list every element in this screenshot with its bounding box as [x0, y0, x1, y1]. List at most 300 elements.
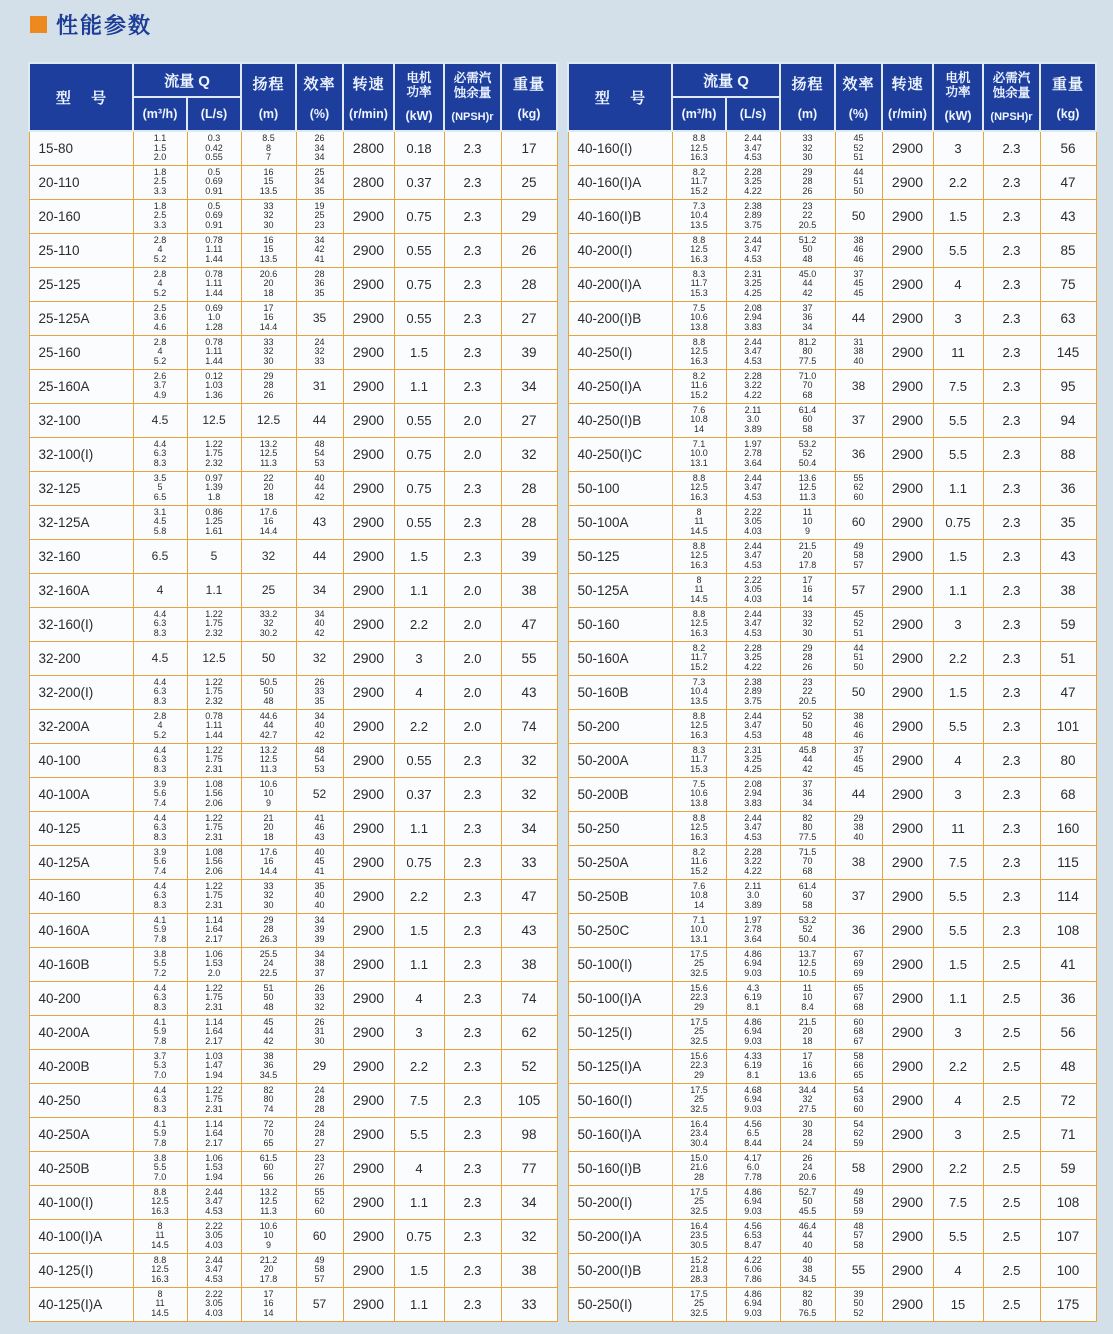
npsh-cell: 2.3 — [983, 335, 1040, 369]
efficiency-cell — [835, 777, 882, 811]
cell-value: 3.22 — [744, 856, 762, 867]
cell-value: 7.78 — [744, 1171, 762, 1182]
flow-m3h-cell — [133, 777, 187, 811]
flow-ls-cell — [726, 607, 780, 641]
table-row — [29, 1185, 557, 1219]
head-cell — [780, 845, 835, 879]
col-header-head: 扬程 (m) — [780, 63, 835, 131]
cell-value: 4.53 — [744, 729, 762, 740]
cell-value: 51 — [263, 982, 274, 993]
cell-value: 2.06 — [205, 797, 223, 808]
model-cell: 50-250A — [568, 845, 672, 879]
table-row — [568, 437, 1096, 471]
cell-value: 44 — [802, 754, 813, 765]
table-row — [29, 811, 557, 845]
power-cell: 5.5 — [394, 1117, 444, 1151]
cell-value: 0.78 — [205, 336, 223, 347]
cell-value: 45 — [263, 1016, 274, 1027]
efficiency-cell — [296, 845, 343, 879]
weight-cell: 75 — [1040, 267, 1096, 301]
cell-value: 46 — [853, 720, 864, 731]
cell-value: 7.5 — [692, 302, 706, 313]
cell-value: 1.08 — [205, 778, 223, 789]
cell-value: 4 — [157, 244, 163, 255]
head-cell — [241, 1049, 296, 1083]
cell-value: 46 — [314, 822, 325, 833]
model-cell: 40-250 — [29, 1083, 133, 1117]
cell-value: 29 — [263, 914, 274, 925]
flow-ls-cell — [187, 913, 241, 947]
cell-value: 3.47 — [744, 482, 762, 493]
head-cell — [780, 1219, 835, 1253]
power-cell: 7.5 — [933, 845, 983, 879]
table-row — [568, 1151, 1096, 1185]
model-cell: 40-125A — [29, 845, 133, 879]
weight-cell: 74 — [501, 981, 557, 1015]
flow-m3h-cell — [672, 403, 726, 437]
cell-value: 2.06 — [205, 865, 223, 876]
power-cell: 1.1 — [394, 1185, 444, 1219]
flow-m3h-cell — [133, 369, 187, 403]
table-row — [29, 913, 557, 947]
cell-value: 7.3 — [692, 200, 706, 211]
npsh-cell: 2.3 — [983, 573, 1040, 607]
flow-m3h-cell — [672, 1151, 726, 1185]
cell-value: 1.75 — [205, 992, 223, 1003]
cell-value: 1.03 — [205, 1050, 223, 1061]
table-row — [568, 471, 1096, 505]
table-row — [29, 573, 557, 607]
cell-value: 37 — [802, 778, 813, 789]
cell-value: 3.47 — [744, 618, 762, 629]
col-header-npsh: 必需汽 蚀余量 (NPSH)r — [983, 63, 1040, 131]
cell-value: 6.94 — [744, 1094, 762, 1105]
flow-m3h-cell — [672, 675, 726, 709]
weight-cell: 48 — [1040, 1049, 1096, 1083]
speed-cell: 2900 — [343, 573, 394, 607]
model-cell: 50-160 — [568, 607, 672, 641]
speed-cell: 2900 — [882, 1219, 933, 1253]
flow-m3h-cell — [133, 845, 187, 879]
model-cell: 50-200 — [568, 709, 672, 743]
table-row — [568, 267, 1096, 301]
flow-ls-cell — [726, 1049, 780, 1083]
cell-value: 8.3 — [153, 831, 167, 842]
cell-value: 32 — [263, 890, 274, 901]
power-cell: 0.18 — [394, 131, 444, 165]
power-cell: 1.5 — [933, 199, 983, 233]
efficiency-cell — [835, 539, 882, 573]
flow-m3h-cell — [133, 233, 187, 267]
cell-value: 25 — [693, 1298, 704, 1309]
cell-value: 12.5 — [690, 618, 708, 629]
cell-value: 44 — [853, 642, 864, 653]
cell-value: 3.05 — [205, 1230, 223, 1241]
flow-m3h-cell — [133, 811, 187, 845]
cell-value: 8 — [696, 506, 702, 517]
speed-cell: 2900 — [882, 335, 933, 369]
power-cell: 1.1 — [394, 811, 444, 845]
cell-value: 44 — [314, 482, 325, 493]
model-cell: 32-160(I) — [29, 607, 133, 641]
table-row — [29, 1219, 557, 1253]
flow-m3h-cell — [133, 1083, 187, 1117]
table-row — [568, 539, 1096, 573]
cell-value: 37 — [851, 889, 866, 903]
cell-value: 16.3 — [690, 831, 708, 842]
cell-value: 1.53 — [205, 958, 223, 969]
flow-ls-cell — [726, 641, 780, 675]
npsh-cell: 2.0 — [444, 675, 501, 709]
cell-value: 4.9 — [153, 389, 167, 400]
cell-value: 4.5 — [153, 516, 167, 527]
cell-value: 58 — [853, 550, 864, 561]
flow-ls-cell — [187, 641, 241, 675]
cell-value: 26 — [802, 185, 813, 196]
speed-cell: 2900 — [882, 879, 933, 913]
cell-value: 8.8 — [692, 608, 706, 619]
model-cell: 15-80 — [29, 131, 133, 165]
cell-value: 11.7 — [690, 754, 708, 765]
cell-value: 1.8 — [153, 166, 167, 177]
head-cell — [780, 641, 835, 675]
cell-value: 1.94 — [205, 1171, 223, 1182]
cell-value: 0.5 — [207, 166, 221, 177]
cell-value: 34.5 — [259, 1069, 278, 1080]
cell-value: 65 — [853, 1069, 864, 1080]
cell-value: 30 — [802, 152, 813, 162]
model-cell: 40-100 — [29, 743, 133, 777]
cell-value: 50 — [853, 185, 864, 196]
efficiency-cell — [835, 199, 882, 233]
cell-value: 32 — [263, 210, 274, 221]
cell-value: 3.89 — [744, 899, 762, 910]
cell-value: 8.3 — [153, 627, 167, 638]
cell-value: 16.3 — [690, 253, 708, 264]
npsh-cell: 2.5 — [983, 1083, 1040, 1117]
cell-value: 2.32 — [205, 695, 223, 706]
cell-value: 7 — [265, 152, 271, 162]
cell-value: 32 — [263, 618, 274, 629]
flow-ls-cell — [187, 709, 241, 743]
weight-cell: 29 — [501, 199, 557, 233]
flow-m3h-cell — [672, 981, 726, 1015]
speed-cell: 2800 — [343, 165, 394, 199]
cell-value: 2.31 — [744, 744, 762, 755]
cell-value: 4.33 — [744, 1050, 762, 1061]
cell-value: 2.22 — [744, 574, 762, 585]
cell-value: 10.0 — [690, 448, 708, 459]
cell-value: 21.5 — [798, 540, 817, 551]
power-cell: 1.5 — [933, 675, 983, 709]
power-cell: 1.5 — [933, 947, 983, 981]
cell-value: 3.64 — [744, 457, 762, 468]
cell-value: 2.08 — [744, 302, 762, 313]
cell-value: 4.1 — [153, 914, 167, 925]
cell-value: 3.47 — [205, 1264, 223, 1275]
cell-value: 1.75 — [205, 1094, 223, 1105]
cell-value: 30.2 — [259, 627, 278, 638]
model-cell: 25-160 — [29, 335, 133, 369]
cell-value: 2.44 — [744, 472, 762, 483]
col-header-flow-ls: (L/s) — [726, 97, 780, 131]
flow-ls-cell — [726, 1015, 780, 1049]
table-row — [568, 607, 1096, 641]
speed-cell: 2900 — [882, 1185, 933, 1219]
cell-value: 34 — [312, 583, 327, 597]
flow-m3h-cell — [133, 403, 187, 437]
speed-cell: 2900 — [343, 1219, 394, 1253]
npsh-cell: 2.5 — [983, 1117, 1040, 1151]
table-row — [568, 777, 1096, 811]
cell-value: 28 — [802, 176, 813, 187]
flow-ls-cell — [187, 675, 241, 709]
cell-value: 22.3 — [690, 1060, 708, 1071]
cell-value: 35 — [312, 311, 327, 325]
cell-value: 17 — [802, 1050, 813, 1061]
cell-value: 6.3 — [153, 448, 167, 459]
head-cell — [241, 1015, 296, 1049]
speed-cell: 2900 — [882, 369, 933, 403]
cell-value: 60 — [853, 1103, 864, 1114]
npsh-cell: 2.3 — [444, 539, 501, 573]
cell-value: 2.17 — [205, 1137, 223, 1148]
speed-cell: 2900 — [343, 641, 394, 675]
cell-value: 11.6 — [690, 380, 708, 391]
cell-value: 7.6 — [692, 880, 706, 891]
cell-value: 8 — [157, 1220, 163, 1231]
cell-value: 15.6 — [690, 1050, 708, 1061]
speed-cell: 2900 — [882, 1015, 933, 1049]
cell-value: 31 — [312, 379, 327, 393]
cell-value: 38 — [853, 234, 864, 245]
model-cell: 40-160(I)B — [568, 199, 672, 233]
cell-value: 2.31 — [744, 268, 762, 279]
cell-value: 48 — [853, 1220, 864, 1231]
cell-value: 35 — [314, 287, 325, 298]
cell-value: 68 — [853, 1001, 864, 1012]
cell-value: 2.32 — [205, 627, 223, 638]
power-cell: 1.5 — [394, 335, 444, 369]
head-cell — [780, 981, 835, 1015]
cell-value: 54 — [314, 754, 325, 765]
speed-cell: 2900 — [882, 947, 933, 981]
cell-value: 45 — [853, 133, 864, 143]
head-cell — [241, 811, 296, 845]
cell-value: 2.8 — [153, 268, 167, 279]
weight-cell: 38 — [501, 947, 557, 981]
cell-value: 37 — [853, 268, 864, 279]
weight-cell: 85 — [1040, 233, 1096, 267]
npsh-cell: 2.3 — [983, 845, 1040, 879]
cell-value: 2.31 — [205, 1103, 223, 1114]
power-cell: 2.2 — [394, 879, 444, 913]
flow-m3h-cell — [672, 879, 726, 913]
cell-value: 2.22 — [205, 1220, 223, 1231]
cell-value: 6.3 — [153, 618, 167, 629]
cell-value: 13.8 — [690, 797, 708, 808]
cell-value: 14 — [693, 423, 704, 434]
speed-cell: 2900 — [343, 471, 394, 505]
npsh-cell: 2.0 — [444, 607, 501, 641]
cell-value: 25 — [693, 1094, 704, 1105]
flow-ls-cell — [726, 1287, 780, 1321]
speed-cell: 2900 — [882, 573, 933, 607]
npsh-cell: 2.3 — [983, 131, 1040, 165]
head-cell — [241, 947, 296, 981]
npsh-cell: 2.3 — [983, 675, 1040, 709]
table-row — [29, 1287, 557, 1321]
flow-m3h-cell — [133, 573, 187, 607]
tables-container — [28, 62, 1097, 1322]
table-row — [568, 335, 1096, 369]
head-cell — [780, 301, 835, 335]
weight-cell: 56 — [1040, 1015, 1096, 1049]
flow-m3h-cell — [133, 335, 187, 369]
cell-value: 1.56 — [205, 856, 223, 867]
cell-value: 10.6 — [690, 788, 708, 799]
cell-value: 49 — [314, 1254, 325, 1265]
power-cell: 4 — [394, 981, 444, 1015]
cell-value: 49 — [853, 540, 864, 551]
cell-value: 66 — [853, 1060, 864, 1071]
flow-ls-cell — [187, 471, 241, 505]
efficiency-cell — [296, 743, 343, 777]
speed-cell: 2900 — [343, 335, 394, 369]
efficiency-cell — [835, 1049, 882, 1083]
weight-cell: 77 — [501, 1151, 557, 1185]
table-row — [29, 641, 557, 675]
power-cell: 0.75 — [394, 437, 444, 471]
table-row — [568, 1287, 1096, 1321]
table-row — [29, 335, 557, 369]
cell-value: 28 — [263, 924, 274, 935]
cell-value: 9.03 — [744, 1035, 762, 1046]
power-cell: 15 — [933, 1287, 983, 1321]
cell-value: 52 — [312, 787, 327, 801]
efficiency-cell — [296, 131, 343, 165]
flow-m3h-cell — [672, 709, 726, 743]
cell-value: 53 — [314, 763, 325, 774]
cell-value: 44 — [851, 787, 866, 801]
cell-value: 0.91 — [205, 185, 223, 196]
table-row — [29, 675, 557, 709]
cell-value: 53.2 — [798, 438, 817, 449]
cell-value: 2.11 — [744, 880, 762, 891]
cell-value: 8.3 — [692, 268, 706, 279]
power-cell: 7.5 — [933, 369, 983, 403]
cell-value: 22.5 — [259, 967, 278, 978]
cell-value: 4.53 — [744, 491, 762, 502]
cell-value: 32 — [312, 651, 327, 665]
cell-value: 2.32 — [205, 457, 223, 468]
cell-value: 72 — [263, 1118, 274, 1129]
head-cell — [241, 539, 296, 573]
cell-value: 46 — [853, 253, 864, 264]
cell-value: 2.22 — [744, 506, 762, 517]
efficiency-cell — [835, 913, 882, 947]
weight-cell: 39 — [501, 539, 557, 573]
cell-value: 60 — [312, 1229, 327, 1243]
head-cell — [241, 505, 296, 539]
head-cell — [241, 981, 296, 1015]
weight-cell: 41 — [1040, 947, 1096, 981]
table-row — [29, 505, 557, 539]
cell-value: 12.5 — [151, 1264, 169, 1275]
cell-value: 0.86 — [205, 506, 223, 517]
cell-value: 35 — [314, 880, 325, 891]
cell-value: 3.47 — [744, 346, 762, 357]
cell-value: 30 — [802, 627, 813, 638]
cell-value: 4.4 — [153, 744, 167, 755]
cell-value: 33.2 — [259, 608, 278, 619]
model-cell: 20-110 — [29, 165, 133, 199]
cell-value: 2.44 — [205, 1254, 223, 1265]
power-cell: 1.1 — [933, 573, 983, 607]
flow-ls-cell — [187, 1151, 241, 1185]
cell-value: 40 — [314, 472, 325, 483]
flow-m3h-cell — [672, 1083, 726, 1117]
col-header-efficiency: 效率 (%) — [296, 63, 343, 131]
speed-cell: 2900 — [882, 811, 933, 845]
cell-value: 8.8 — [692, 234, 706, 245]
cell-value: 82 — [802, 812, 813, 823]
cell-value: 22.3 — [690, 992, 708, 1003]
cell-value: 4.86 — [744, 1016, 762, 1027]
head-cell — [780, 675, 835, 709]
flow-m3h-cell — [672, 437, 726, 471]
weight-cell: 74 — [501, 709, 557, 743]
npsh-cell: 2.3 — [444, 913, 501, 947]
cell-value: 8.8 — [692, 540, 706, 551]
weight-cell: 38 — [1040, 573, 1096, 607]
cell-value: 1.22 — [205, 880, 223, 891]
speed-cell: 2900 — [882, 845, 933, 879]
power-cell: 1.5 — [394, 539, 444, 573]
cell-value: 1.1 — [153, 133, 167, 143]
power-cell: 0.55 — [394, 403, 444, 437]
cell-value: 82 — [802, 1288, 813, 1299]
head-cell — [780, 403, 835, 437]
cell-value: 1.39 — [205, 482, 223, 493]
cell-value: 13.5 — [259, 185, 278, 196]
speed-cell: 2900 — [882, 1287, 933, 1321]
cell-value: 3.47 — [744, 550, 762, 561]
cell-value: 20 — [802, 1026, 813, 1037]
cell-value: 41 — [314, 865, 325, 876]
table-row — [29, 437, 557, 471]
cell-value: 6.3 — [153, 1094, 167, 1105]
cell-value: 2.44 — [744, 812, 762, 823]
weight-cell: 95 — [1040, 369, 1096, 403]
col-header-weight: 重量 (kg) — [501, 63, 557, 131]
cell-value: 39 — [853, 1288, 864, 1299]
cell-value: 32.5 — [690, 1103, 708, 1114]
cell-value: 45 — [853, 287, 864, 298]
cell-value: 12.5 — [690, 550, 708, 561]
table-row — [29, 947, 557, 981]
cell-value: 80 — [263, 1094, 274, 1105]
cell-value: 0.69 — [205, 210, 223, 221]
model-cell: 50-160(I)B — [568, 1151, 672, 1185]
flow-ls-cell — [726, 1185, 780, 1219]
power-cell: 5.5 — [933, 879, 983, 913]
flow-m3h-cell — [672, 1117, 726, 1151]
cell-value: 1.64 — [205, 1128, 223, 1139]
cell-value: 4.03 — [744, 525, 762, 536]
cell-value: 29 — [802, 642, 813, 653]
efficiency-cell — [296, 199, 343, 233]
